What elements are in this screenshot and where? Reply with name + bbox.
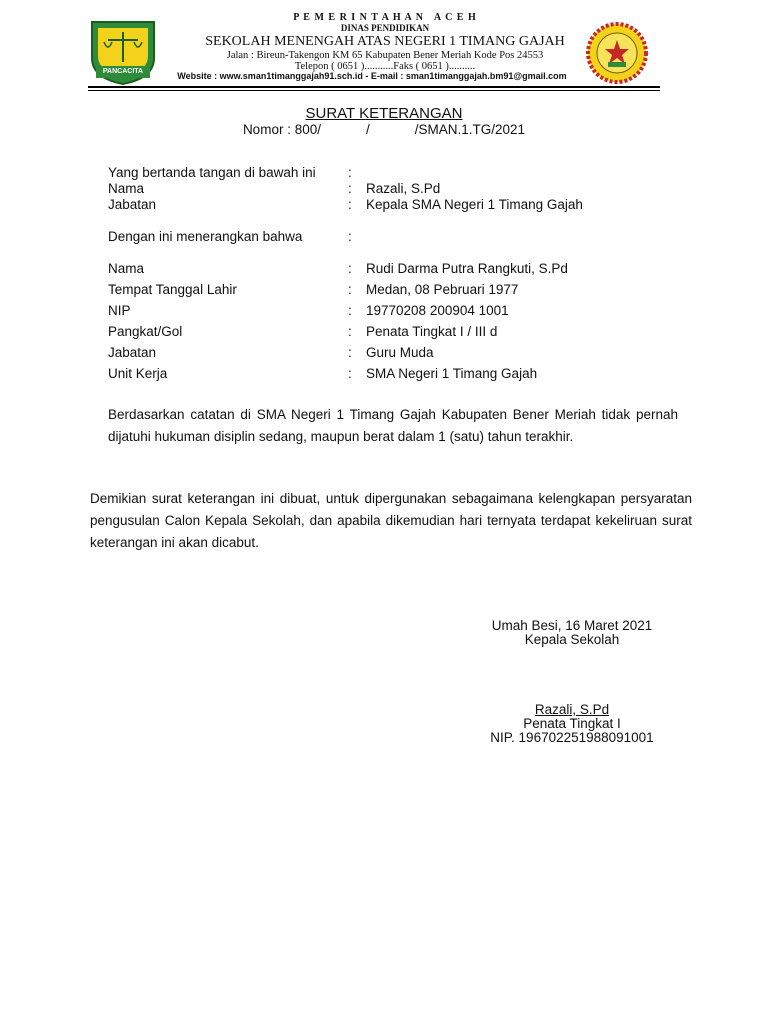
pancacita-label: PANCACITA <box>102 68 144 75</box>
letter-number: Nomor : 800/ / /SMAN.1.TG/2021 <box>242 122 526 137</box>
subject-birth-colon: : <box>348 282 352 297</box>
header-school-name: SEKOLAH MENENGAH ATAS NEGERI 1 TIMANG GAJAH <box>205 34 565 49</box>
paragraph-closing: Demikian surat keterangan ini dibuat, untuk dipergunakan sebagaimana kelengkapan persyaratan pengusulan Calon Kepala Sekolah, dan apabila dikemudian hari ternyata terdapat kekeliruan surat keterangan ini akan dicabut. <box>90 491 692 550</box>
aceh-emblem-logo <box>88 18 158 86</box>
declare-text: Dengan ini menerangkan bahwa <box>108 229 303 244</box>
subject-position-label: Jabatan <box>108 345 157 360</box>
signer-title: Kepala Sekolah <box>524 632 620 647</box>
paragraph-record: Berdasarkan catatan di SMA Negeri 1 Timang Gajah Kabupaten Bener Meriah tidak pernah dijatuhi hukuman disiplin sedang, maupun berat dalam 1 (satu) tahun terakhir. <box>108 407 678 444</box>
subject-unit-value: SMA Negeri 1 Timang Gajah <box>366 366 538 381</box>
signature-nip: NIP. 196702251988091001 <box>490 730 654 745</box>
place-date: Umah Besi, 16 Maret 2021 <box>491 618 653 633</box>
intro-colon: : <box>348 165 352 180</box>
subject-name-value: Rudi Darma Putra Rangkuti, S.Pd <box>366 261 568 276</box>
header-rule-thin <box>88 90 660 91</box>
signature-name: Razali, S.Pd <box>534 702 610 717</box>
subject-unit-colon: : <box>348 366 352 381</box>
signer-name-label: Nama <box>108 181 145 196</box>
signer-position-label: Jabatan <box>108 197 157 212</box>
subject-rank-colon: : <box>348 324 352 339</box>
signer-name-colon: : <box>348 181 352 196</box>
subject-position-value: Guru Muda <box>366 345 434 360</box>
header-address: Jalan : Bireun-Takengon KM 65 Kabupaten Bener Meriah Kode Pos 24553 <box>226 50 544 61</box>
letter-title: SURAT KETERANGAN <box>305 105 463 122</box>
subject-birth-value: Medan, 08 Pebruari 1977 <box>366 282 519 297</box>
signature-rank: Penata Tingkat I <box>523 716 621 731</box>
header-phone: Telepon ( 0651 )...........Faks ( 0651 ).......... <box>294 61 476 72</box>
subject-position-colon: : <box>348 345 352 360</box>
signer-position-colon: : <box>348 197 352 212</box>
signer-name-value: Razali, S.Pd <box>366 181 441 196</box>
intro-text: Yang bertanda tangan di bawah ini <box>108 165 316 180</box>
subject-name-label: Nama <box>108 261 145 276</box>
subject-rank-label: Pangkat/Gol <box>108 324 183 339</box>
header-department: DINAS PENDIDIKAN <box>340 23 430 33</box>
declare-colon: : <box>348 229 352 244</box>
subject-nip-value: 19770208 200904 1001 <box>366 303 509 318</box>
header-website: Website : www.sman1timanggajah91.sch.id - E-mail : sman1timanggajah.bm91@gmail.com <box>177 71 567 81</box>
subject-unit-label: Unit Kerja <box>108 366 168 381</box>
header-government: P E M E R I N T A H A N A C E H <box>293 12 477 23</box>
header-rule-thick <box>88 86 660 88</box>
subject-nip-label: NIP <box>108 303 131 318</box>
subject-birth-label: Tempat Tanggal Lahir <box>108 282 237 297</box>
subject-rank-value: Penata Tingkat I / III d <box>366 324 498 339</box>
subject-nip-colon: : <box>348 303 352 318</box>
subject-name-colon: : <box>348 261 352 276</box>
signer-position-value: Kepala SMA Negeri 1 Timang Gajah <box>366 197 583 212</box>
